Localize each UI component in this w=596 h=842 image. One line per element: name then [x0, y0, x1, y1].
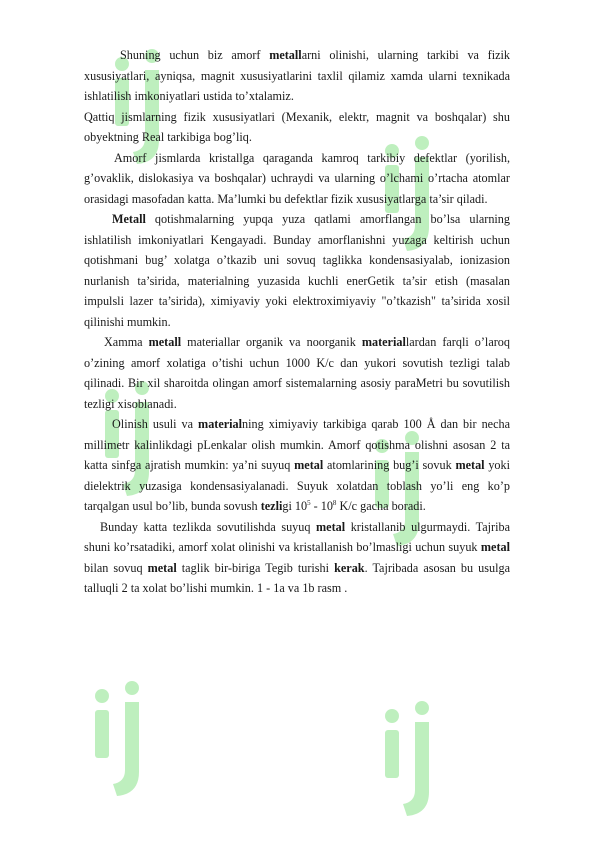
bold-term: metall — [148, 335, 182, 349]
bold-term: metall — [269, 48, 302, 62]
bold-term: metal — [294, 458, 324, 472]
paragraph — [84, 414, 510, 517]
text-run: K/c gacha boradi. — [336, 499, 426, 513]
text-run: materiallar organik va noorganik — [181, 335, 362, 349]
text-run: Bunday katta tezlikda sovutilishda suyuq — [100, 519, 317, 534]
text-run: Qattiq jismlarning fizik xususiyatlari (Mexanik, elektr, magnit va boshqalar) shu obyektning Real tarkibiga bog’liq. — [84, 109, 510, 144]
text-run: qotishmalarning yupqa yuza qatlami amorflangan bo’lsa ularning ishlatilish imkoniyatlari Kengayadi. Bunday amorflanishni yuzaga keltirish uchun qotishmani bug’ xolatga o’tkazib uni sovuq taglikka kondensasiyalab, ionizasion nurlanish ta’sirida, materialning yuzasida kuchli enerGetik ta’sir etish (masalan impulsli lazer ta’sirida), ximiyaviy yoki elektroximiyaviy "o’tkazish" ta’sirida xosil qilinishi mumkin. — [84, 212, 510, 329]
bold-term: metal — [480, 540, 510, 554]
bold-term: kerak — [334, 560, 365, 575]
bold-term: metal — [147, 560, 177, 575]
text-run: yoki dielektrik yuzasiga kondensasiyalanadi. Suyuk xolatdan toblash yo’li eng ko’p tarqalgan usul bo’lib, bunda sovush — [84, 458, 510, 513]
paragraph — [84, 107, 510, 148]
body-text — [84, 45, 510, 599]
text-run: kristallanib ulgurmaydi. Tajriba shuni ko’rsatadiki, amorf xolat olinishi va kristallanish bo’lmasligi uchun suyuk — [84, 519, 510, 554]
text-run: Shuning uchun biz amorf — [120, 48, 270, 62]
bold-term: metal — [455, 458, 485, 472]
text-run: Amorf jismlarda kristallga qaraganda kamroq tarkibiy defektlar (yorilish, g’ovaklik, dislokasiya va boshqalar) uchraydi va ularning o’lchami o’rtacha atomlar orasidagi masofadan katta. Ma’lumki bu defektlar fizik xususiyatlarga ta’sir qiladi. — [84, 150, 510, 206]
paragraph — [84, 148, 510, 210]
text-run: - 10 — [310, 499, 333, 513]
text-run: atomlarining bug’i sovuk — [323, 458, 456, 472]
text-run: arni olinishi, ularning tarkibi va fizik xususiyatlari, ayniqsa, magnit xususiyatlarini taxlil qilamiz xamda ularni texnikada ishlatilish imkoniyatlari ustida to’xtalamiz. — [84, 48, 510, 103]
text-run: gi 10 — [282, 499, 308, 513]
watermark-logo — [370, 690, 450, 820]
text-run: lardan farqli o’laroq o’zining amorf xolatiga o’tishi uchun 1000 K/c dan yukori sovutish tezligi talab qilinadi. Bir xil sharoitda olingan amorf sistemalarning asosiy paraMetri bu sovutilish tezligi xisoblanadi. — [84, 335, 510, 411]
text-run: bilan sovuq — [84, 560, 148, 575]
text-run: taglik bir-biriga Tegib turishi — [176, 560, 335, 575]
paragraph — [84, 209, 510, 332]
superscript: 8 — [332, 498, 337, 507]
bold-term: material — [361, 335, 406, 349]
text-run: Olinish usuli va — [112, 417, 199, 431]
bold-term: metal — [316, 519, 346, 534]
bold-term: material — [198, 417, 243, 431]
superscript: 5 — [307, 498, 311, 507]
bold-term: tezli — [260, 499, 283, 513]
paragraph — [84, 332, 510, 414]
text-run: . Tajribada asosan bu usulga talluqli 2 ta xolat bo’lishi mumkin. 1 - 1a va 1b rasm . — [84, 560, 510, 595]
watermark-logo — [80, 670, 160, 800]
paragraph — [84, 517, 510, 599]
bold-term: Metall — [112, 212, 146, 226]
text-run: ning ximiyaviy tarkibiga qarab 100 Å dan bir necha millimetr kalinlikdagi pLenkalar olish mumkin. Amorf qotishma olishni asosan 2 ta katta sinfga ajratish mumkin: ya’ni suyuq — [84, 417, 510, 472]
paragraph — [84, 45, 510, 107]
text-run: Xamma — [104, 335, 149, 349]
